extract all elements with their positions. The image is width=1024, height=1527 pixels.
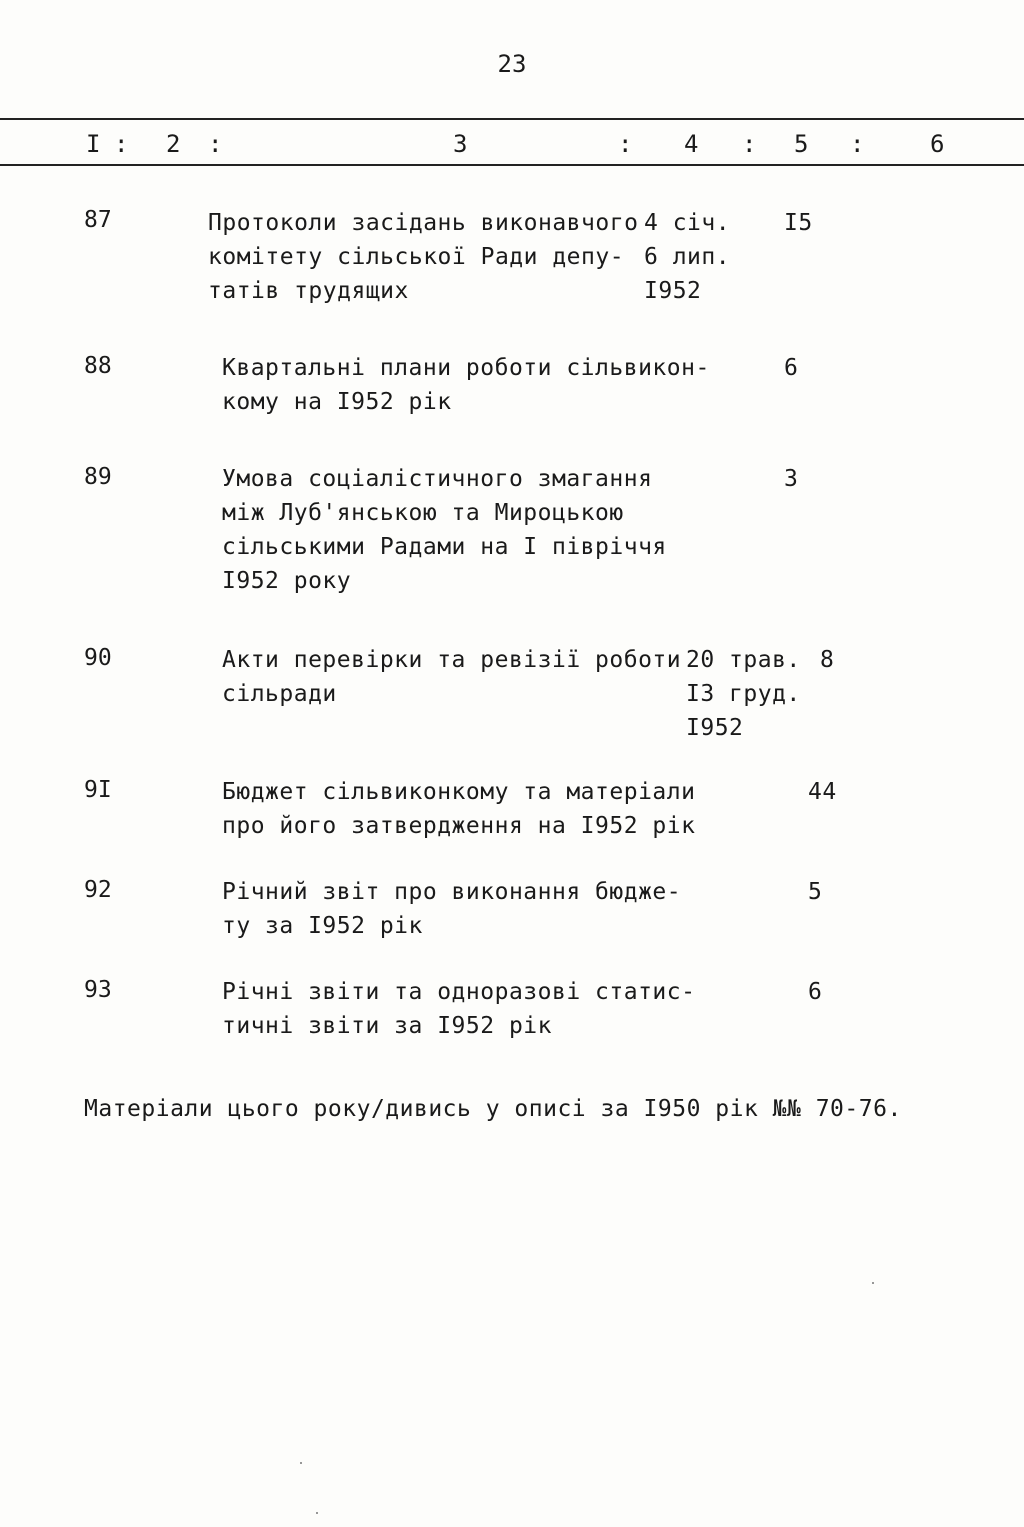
page-number: 23 — [497, 50, 527, 78]
header-separator: : — [850, 130, 865, 158]
header-separator: : — [618, 130, 633, 158]
row-number: 93 — [84, 977, 112, 1003]
row-number: 90 — [84, 645, 112, 671]
row-sheets: 6 — [784, 355, 799, 381]
header-col-4: 4 — [684, 130, 699, 158]
header-separator: : — [208, 130, 223, 158]
row-title: Бюджет сільвиконкому та матеріали про його затвердження на I952 рік — [222, 779, 696, 839]
row-title: Акти перевірки та ревізії роботи сільради — [222, 647, 682, 707]
header-bottom-rule — [0, 164, 1024, 166]
row-number: 9I — [84, 777, 112, 803]
row-number: 89 — [84, 464, 112, 490]
header-separator: : — [114, 130, 129, 158]
row-dates: 4 січ. 6 лип. I952 — [644, 210, 731, 304]
row-number: 92 — [84, 877, 112, 903]
row-sheets: 44 — [808, 779, 837, 805]
header-col-3: 3 — [453, 130, 468, 158]
row-number: 87 — [84, 207, 112, 233]
header-col-2: 2 — [166, 130, 181, 158]
header-col-5: 5 — [794, 130, 809, 158]
row-sheets: I5 — [784, 210, 813, 236]
row-sheets: 5 — [808, 879, 823, 905]
header-col-1: I — [86, 130, 101, 158]
header-separator: : — [742, 130, 757, 158]
row-sheets: 6 — [808, 979, 823, 1005]
row-sheets: 3 — [784, 466, 799, 492]
row-title: Річні звіти та одноразові статис- тичні звіти за I952 рік — [222, 979, 696, 1039]
row-sheets: 8 — [820, 647, 835, 673]
header-top-rule — [0, 118, 1024, 120]
row-title: Умова соціалістичного змагання між Луб'янською та Мироцькою сільськими Радами на I півріччя I952 року — [222, 466, 667, 594]
scan-speck — [872, 1282, 874, 1284]
row-title: Протоколи засідань виконавчого комітету сільської Ради депу- татів трудящих — [208, 210, 639, 304]
row-dates: 20 трав. I3 груд. I952 — [686, 647, 801, 741]
row-number: 88 — [84, 353, 112, 379]
scan-speck — [300, 1462, 302, 1464]
row-title: Квартальні плани роботи сільвикон- кому на I952 рік — [222, 355, 710, 415]
row-title: Річний звіт про виконання бюдже- ту за I952 рік — [222, 879, 682, 939]
footnote: Матеріали цього року/дивись у описі за I950 рік №№ 70-76. — [84, 1096, 902, 1122]
header-col-6: 6 — [930, 130, 945, 158]
scan-speck — [316, 1512, 318, 1514]
